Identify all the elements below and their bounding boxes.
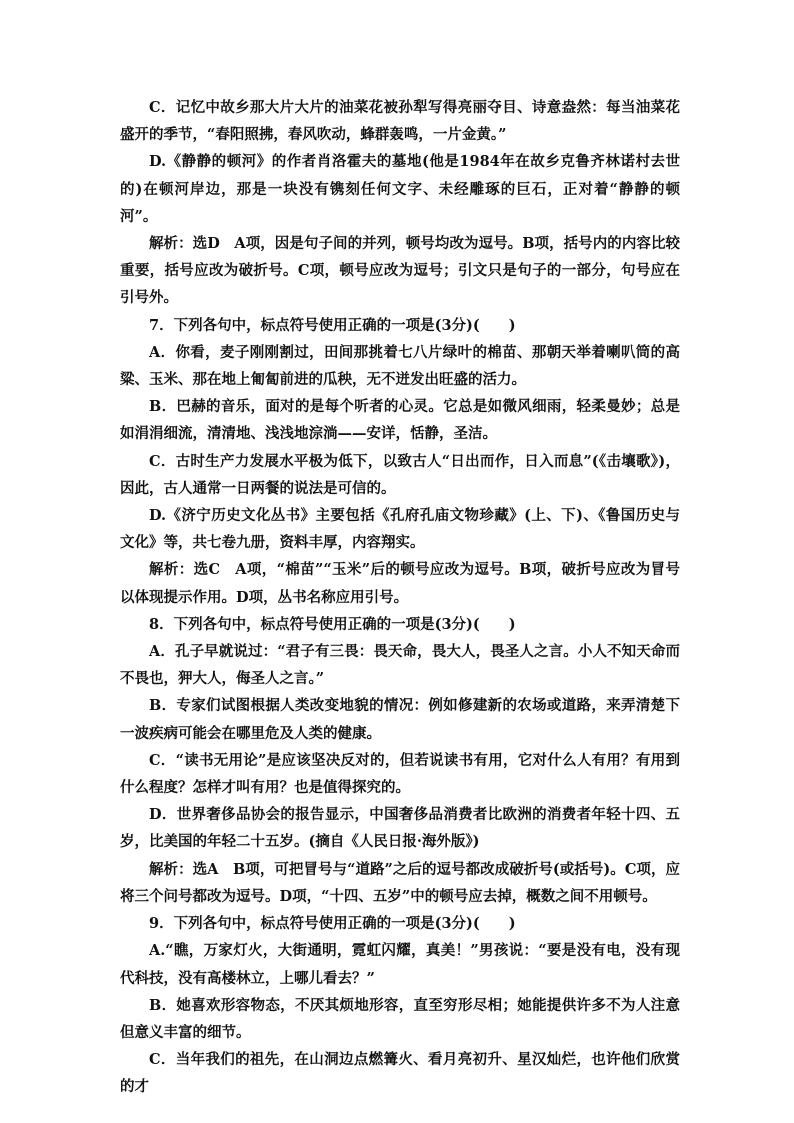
q8-option-a: A．孔子早就说过：“君子有三畏：畏天命，畏大人，畏圣人之言。小人不知天命而不畏也，狎大人，侮圣人之言。”	[120, 643, 680, 688]
q8-option-d: D．世界奢侈品协会的报告显示，中国奢侈品消费者比欧洲的消费者年轻十四、五岁，比美国的年轻二十五岁。(摘自《人民日报·海外版》)	[120, 806, 680, 851]
option-c-paragraph: C．记忆中故乡那大片大片的油菜花被孙犁写得亮丽夺目、诗意盎然：每当油菜花盛开的季节，“春阳照拂，春风吹动，蜂群轰鸣，一片金黄。”	[120, 99, 680, 144]
question-9: 9．下列各句中，标点符号使用正确的一项是(3分)( )	[149, 915, 516, 933]
q7-option-b: B．巴赫的音乐，面对的是每个听者的心灵。它总是如微风细雨，轻柔曼妙；总是如涓涓细流，清清地、浅浅地淙淌——安详，恬静，圣洁。	[120, 398, 680, 443]
q8-answer-explanation: 解析：选A B项，可把冒号与“道路”之后的逗号都改成破折号(或括号)。C项，应将三个问号都改为逗号。D项，“十四、五岁”中的顿号应去掉，概数之间不用顿号。	[120, 860, 680, 905]
answer-explanation: 解析：选D A项，因是句子间的并列，顿号均改为逗号。B项，括号内的内容比较重要，括号应改为破折号。C项，顿号应改为逗号；引文只是句子的一部分，句号应在引号外。	[120, 235, 680, 307]
question-8: 8．下列各句中，标点符号使用正确的一项是(3分)( )	[149, 615, 516, 633]
q7-answer-explanation: 解析：选C A项，“棉苗”“玉米”后的顿号应改为逗号。B项，破折号应改为冒号以体现提示作用。D项，丛书名称应用引号。	[120, 561, 680, 606]
q7-option-d: D.《济宁历史文化丛书》主要包括《孔府孔庙文物珍藏》(上、下)、《鲁国历史与文化》等，共七卷九册，资料丰厚，内容翔实。	[120, 507, 680, 552]
q9-option-b: B．她喜欢形容物态，不厌其烦地形容，直至穷形尽相；她能提供许多不为人注意但意义丰富的细节。	[120, 996, 680, 1041]
q9-option-c: C．当年我们的祖先，在山洞边点燃篝火、看月亮初升、星汉灿烂，也许他们欣赏的才	[120, 1051, 680, 1096]
q7-option-a: A．你看，麦子刚刚割过，田间那挑着七八片绿叶的棉苗、那朝天举着喇叭筒的高粱、玉米、那在地上匍匐前进的瓜秧，无不迸发出旺盛的活力。	[120, 343, 680, 389]
option-d-paragraph: D.《静静的顿河》的作者肖洛霍夫的墓地(他是1984年在故乡克鲁齐林诺村去世的)在顿河岸边，那是一块没有镌刻任何文字、未经雕琢的巨石，正对着“静静的顿河”。	[120, 153, 680, 225]
q8-option-c: C．“读书无用论”是应该坚决反对的，但若说读书有用，它对什么人有用？有用到什么程度？怎样才叫有用？也是值得探究的。	[120, 751, 680, 797]
q7-option-c: C．古时生产力发展水平极为低下，以致古人“日出而作，日入而息”(《击壤歌》)，因此，古人通常一日两餐的说法是可信的。	[120, 452, 680, 497]
question-7: 7．下列各句中，标点符号使用正确的一项是(3分)( )	[149, 316, 516, 334]
q9-option-a: A.“瞧，万家灯火，大街通明，霓虹闪耀，真美！”男孩说：“要是没有电，没有现代科技，没有高楼林立，上哪儿看去？”	[120, 942, 680, 987]
document-page	[120, 94, 680, 1101]
q8-option-b: B．专家们试图根据人类改变地貌的情况：例如修建新的农场或道路，来弄清楚下一波疾病可能会在哪里危及人类的健康。	[120, 697, 680, 742]
